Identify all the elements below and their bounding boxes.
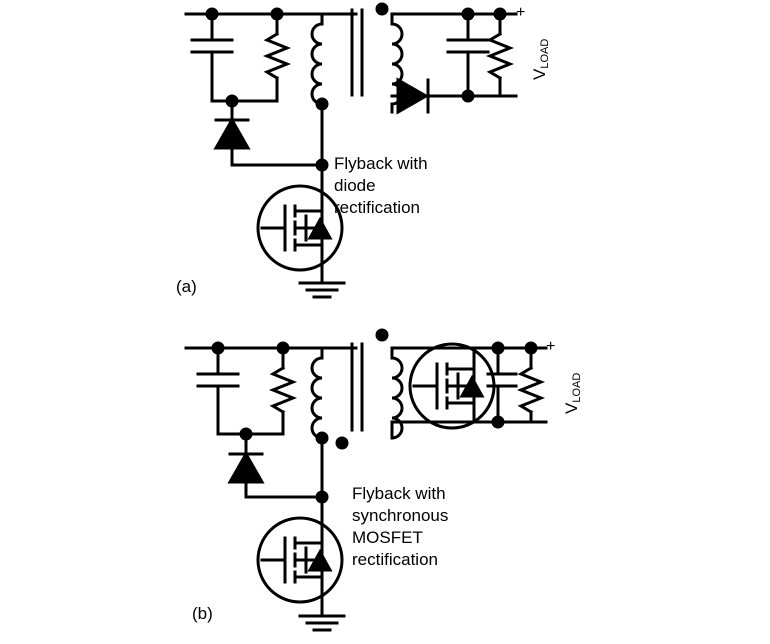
panel-b-caption-line-4: rectification <box>352 550 438 569</box>
panel-b-caption-line-2: synchronous <box>352 506 449 525</box>
panel-a-node-dot <box>463 9 473 19</box>
panel-b-output-label: VLOAD <box>562 372 583 414</box>
panel-a-node-dot <box>207 9 217 19</box>
panel-a-node-dot <box>463 91 473 101</box>
panel-a-node-dot <box>227 96 237 106</box>
panel-b-node-dot <box>317 492 327 502</box>
panel-b-dot-polarity-primary <box>337 438 347 448</box>
panel-b-node-dot <box>493 417 503 427</box>
panel-a-node-dot <box>317 99 327 109</box>
panel-b-node-dot <box>241 429 251 439</box>
panel-a-caption-line-3: rectification <box>334 198 420 217</box>
panel-b-node-dot <box>493 343 503 353</box>
panel-a-node-dot <box>272 9 282 19</box>
panel-a-caption-line-1: Flyback with <box>334 154 428 173</box>
panel-a-node-dot <box>317 160 327 170</box>
panel-b-dot-polarity-secondary <box>377 330 387 340</box>
panel-a-label: (a) <box>176 277 197 296</box>
panel-b-polarity-plus: + <box>546 338 556 355</box>
panel-a-caption-line-2: diode <box>334 176 376 195</box>
panel-b-node-dot <box>526 343 536 353</box>
panel-b-label: (b) <box>192 604 213 623</box>
panel-a-polarity-plus: + <box>516 4 526 21</box>
panel-a-dot-polarity-secondary <box>377 4 387 14</box>
panel-b-caption-line-1: Flyback with <box>352 484 446 503</box>
panel-a-output-label: VLOAD <box>530 38 551 80</box>
panel-b-node-dot <box>278 343 288 353</box>
panel-b-node-dot <box>317 433 327 443</box>
panel-b-caption-line-3: MOSFET <box>352 528 423 547</box>
panel-b-node-dot <box>213 343 223 353</box>
panel-a-node-dot <box>495 9 505 19</box>
